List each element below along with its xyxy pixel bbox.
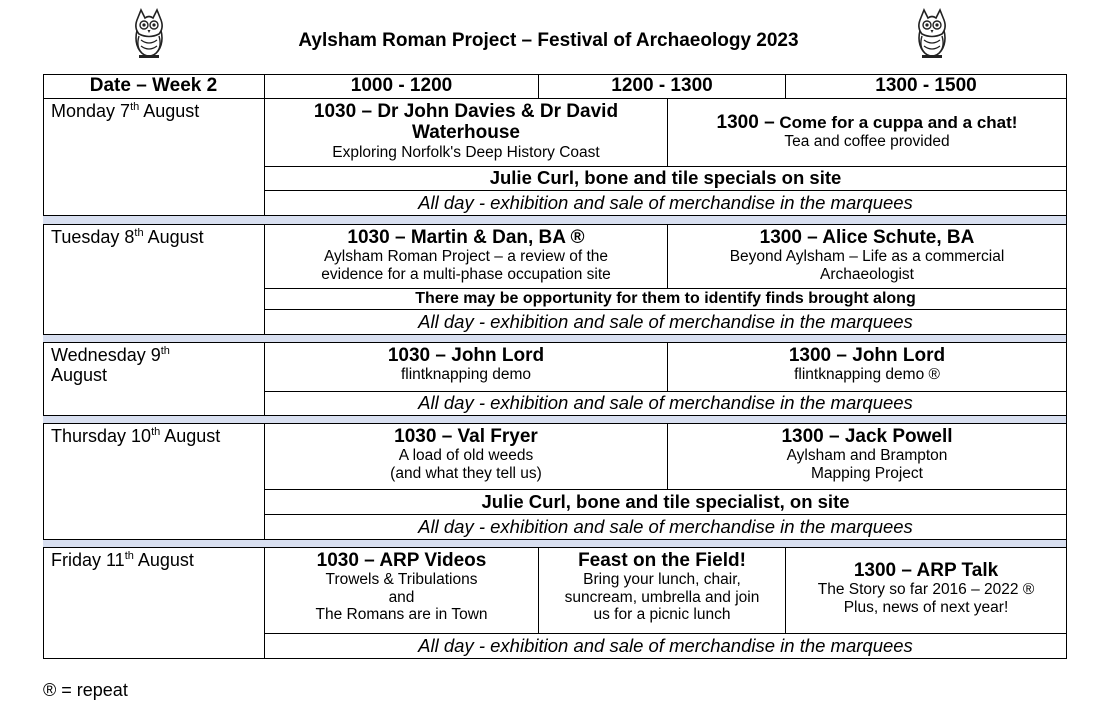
row-separator: [43, 216, 1067, 225]
header-slot-2: 1200 - 1300: [539, 74, 786, 99]
event-title: 1030 – Dr John Davies & Dr David Waterhouse: [313, 101, 619, 144]
tuesday-all-day: All day - exhibition and sale of merchandise in the marquees: [265, 310, 1067, 335]
monday-morning-event: 1030 – Dr John Davies & Dr David Waterhouse Exploring Norfolk's Deep History Coast: [265, 99, 668, 167]
wednesday-all-day: All day - exhibition and sale of merchandise in the marquees: [265, 392, 1067, 416]
tuesday-afternoon-event: 1300 – Alice Schute, BA Beyond Aylsham – Life as a commercial Archaeologist: [668, 225, 1067, 289]
schedule-table: [43, 74, 1067, 659]
thursday-morning-event: 1030 – Val Fryer A load of old weeds (and what they tell us): [265, 424, 668, 490]
friday-lunch-event: Feast on the Field! Bring your lunch, chair, suncream, umbrella and join us for a picnic lunch: [539, 548, 786, 634]
row-separator: [43, 416, 1067, 424]
page-title: Aylsham Roman Project – Festival of Archaeology 2023: [298, 30, 799, 51]
thursday-date: Thursday 10th August: [43, 424, 265, 540]
friday-all-day: All day - exhibition and sale of merchandise in the marquees: [265, 634, 1067, 659]
friday-afternoon-event: 1300 – ARP Talk The Story so far 2016 – 2022 ® Plus, news of next year!: [786, 548, 1067, 634]
friday-date: Friday 11th August: [43, 548, 265, 659]
header-slot-3: 1300 - 1500: [786, 74, 1067, 99]
tuesday-special: There may be opportunity for them to identify finds brought along: [265, 289, 1067, 310]
thursday-afternoon-event: 1300 – Jack Powell Aylsham and Brampton Mapping Project: [668, 424, 1067, 490]
thursday-all-day: All day - exhibition and sale of merchandise in the marquees: [265, 515, 1067, 540]
row-separator: [43, 335, 1067, 343]
wednesday-morning-event: 1030 – John Lord flintknapping demo: [265, 343, 668, 392]
row-separator: [43, 540, 1067, 548]
header-slot-1: 1000 - 1200: [265, 74, 539, 99]
thursday-special: Julie Curl, bone and tile specialist, on site: [265, 490, 1067, 515]
footnote: ® = repeat: [43, 680, 128, 700]
tuesday-date: Tuesday 8th August: [43, 225, 265, 335]
monday-date: Monday 7th August: [43, 99, 265, 216]
wednesday-date: Wednesday 9th August: [43, 343, 265, 416]
header-date: Date – Week 2: [43, 74, 265, 99]
monday-afternoon-event: 1300 – Come for a cuppa and a chat! Tea and coffee provided: [668, 99, 1067, 167]
monday-special: Julie Curl, bone and tile specials on site: [265, 167, 1067, 191]
friday-morning-event: 1030 – ARP Videos Trowels & Tribulations and The Romans are in Town: [265, 548, 539, 634]
wednesday-afternoon-event: 1300 – John Lord flintknapping demo ®: [668, 343, 1067, 392]
tuesday-morning-event: 1030 – Martin & Dan, BA ® Aylsham Roman Project – a review of the evidence for a multi-phase occupation site: [265, 225, 668, 289]
monday-all-day: All day - exhibition and sale of merchandise in the marquees: [265, 191, 1067, 216]
